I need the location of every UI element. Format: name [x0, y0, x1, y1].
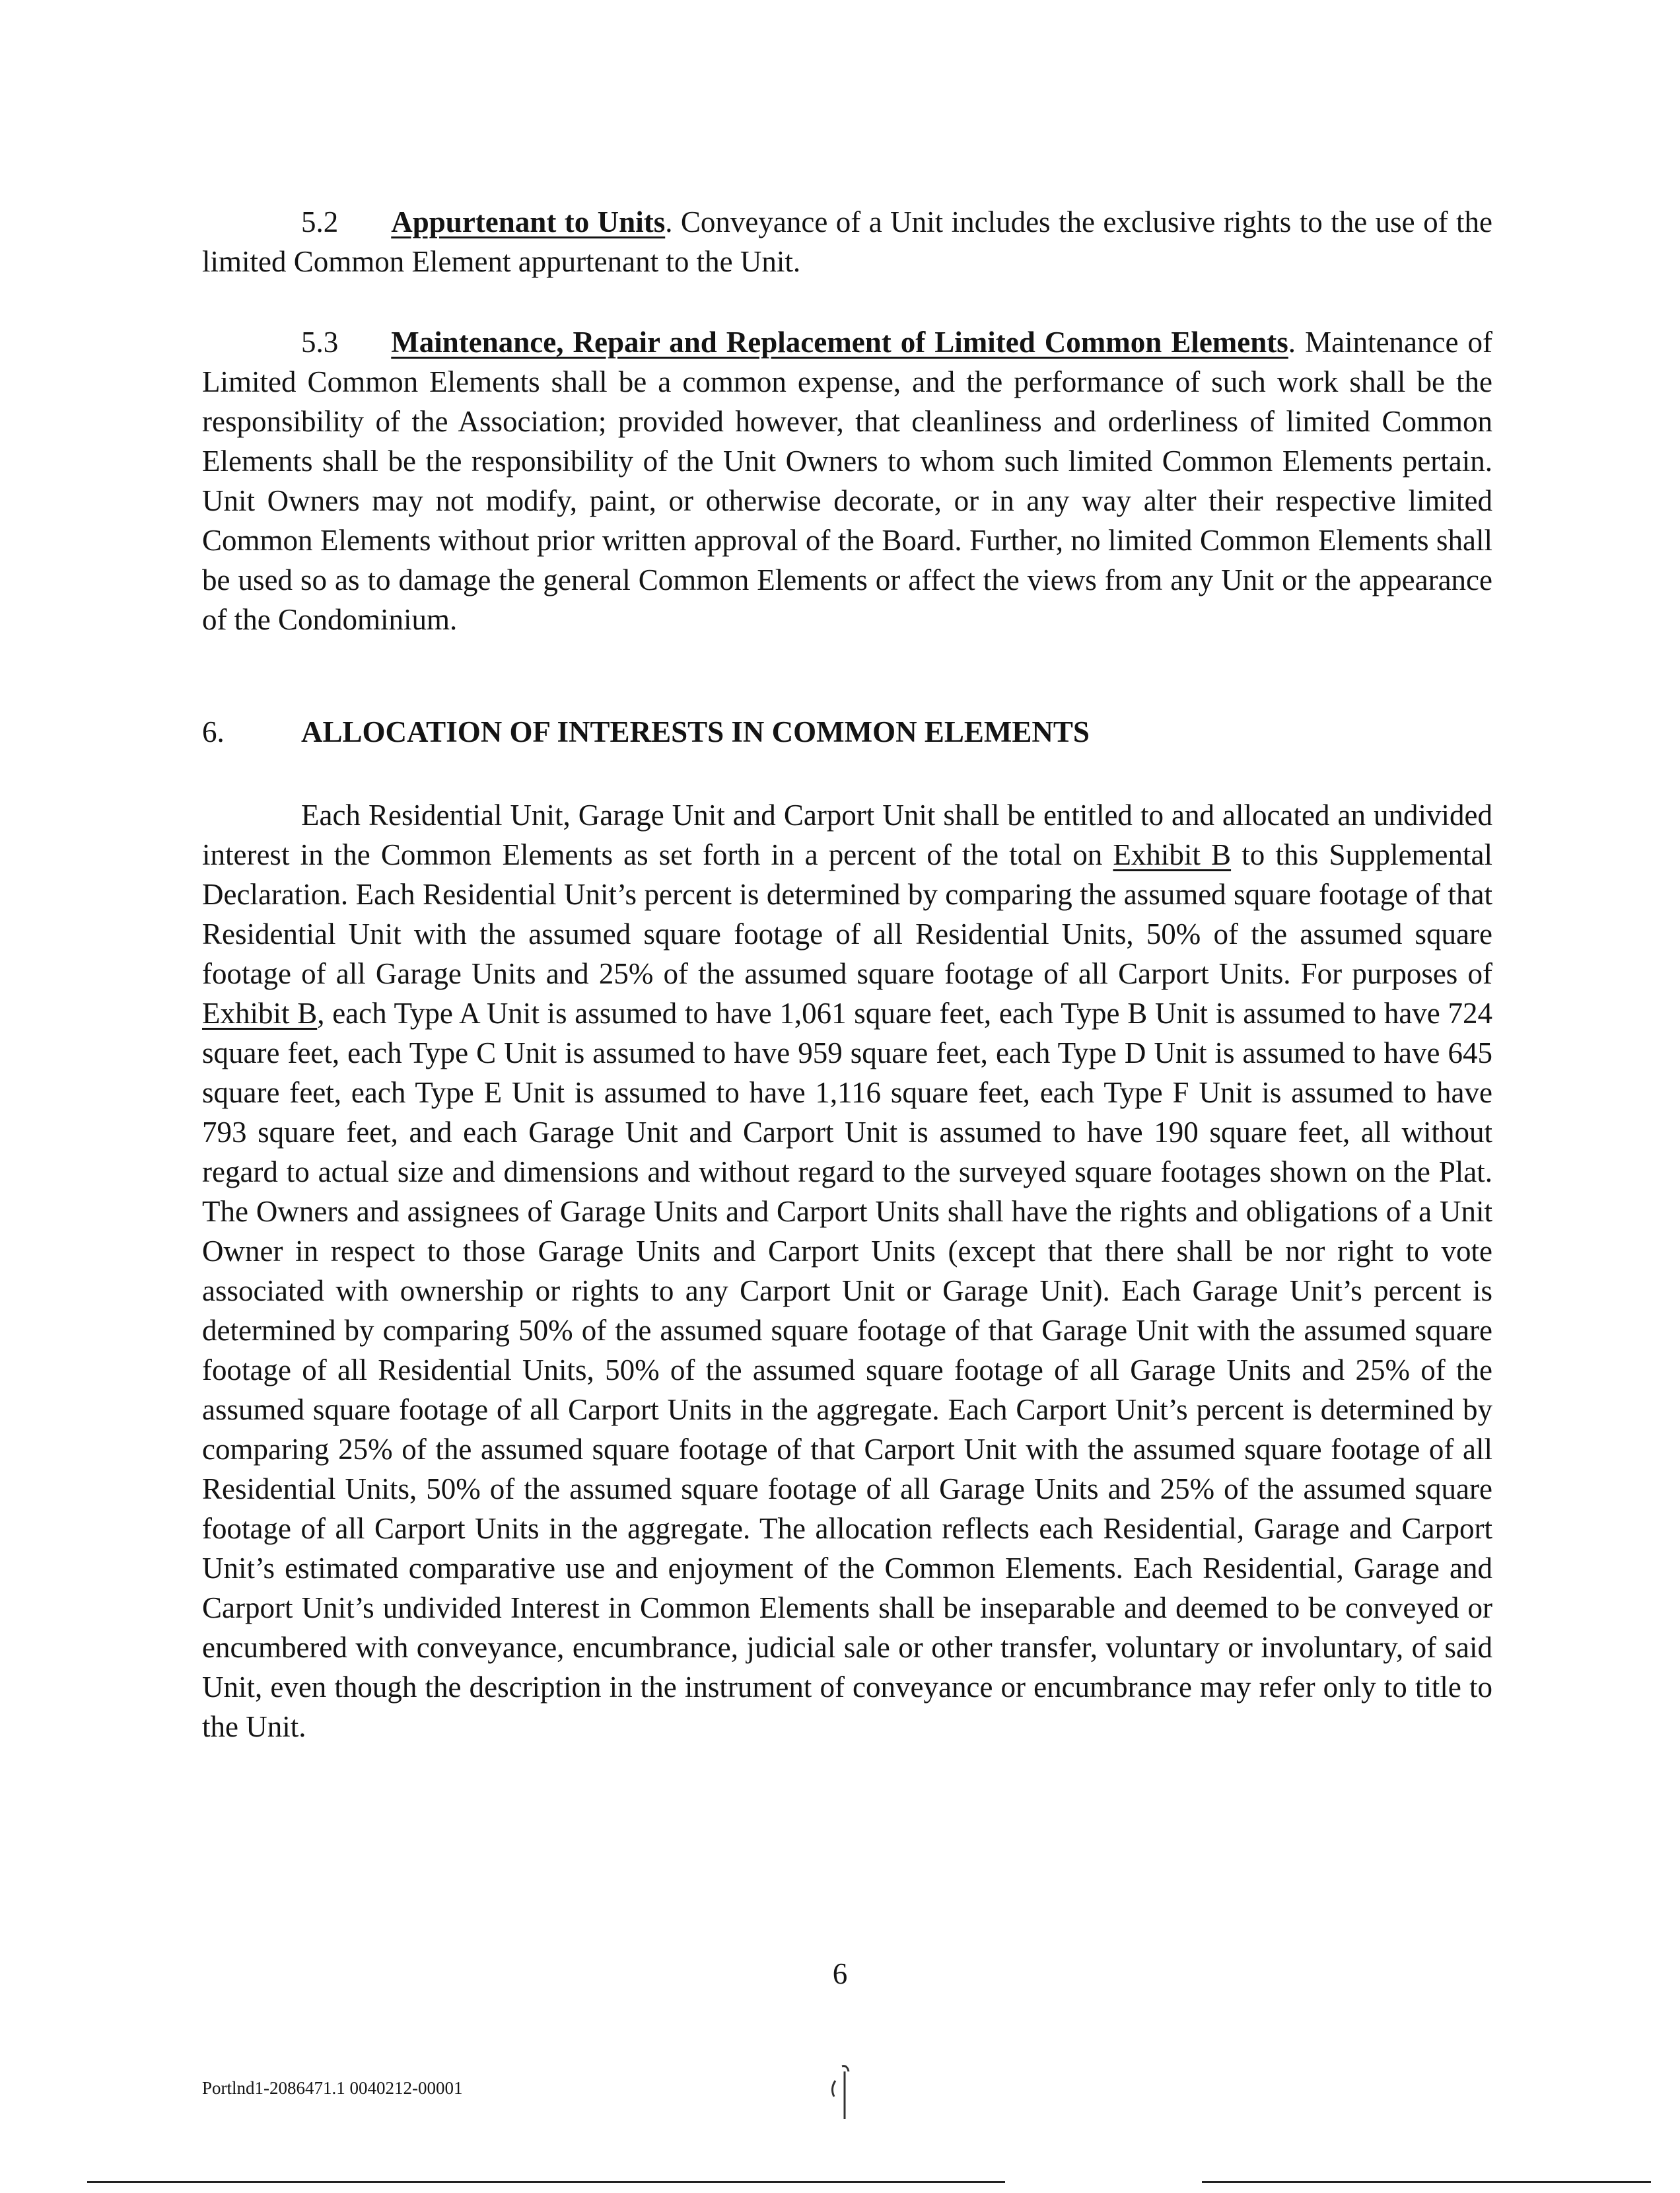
document-id: Portlnd1-2086471.1 0040212-00001: [202, 2078, 463, 2098]
section-6-text-part-2: to this Supplemental Declaration. Each Residential Unit’s percent is determined by comparing the assumed square footage of that Residential Unit with the assumed square footage of all Residential Units, 50% of the assumed square footage of all Garage Units and 25% of the assumed square footage of all Carport Units. For purposes of: [202, 838, 1492, 990]
section-5-2-body: . Conveyance of a Unit includes the exclusive rights to the use of the limited Common Element appurtenant to the Unit.: [202, 205, 1493, 278]
section-5-2: [202, 202, 1492, 281]
section-5-2-heading: Appurtenant to Units: [391, 205, 666, 238]
bottom-rule-right: [1202, 2181, 1651, 2183]
exhibit-b-reference-1: Exhibit B: [1113, 838, 1232, 871]
section-6-text-part-3: , each Type A Unit is assumed to have 1,061 square feet, each Type B Unit is assumed to have 724 square feet, each Type C Unit is assumed to have 959 square feet, each Type D Unit is assumed to have 645 square feet, each Type E Unit is assumed to have 1,116 square feet, each Type F Unit is assumed to have 793 square feet, and each Garage Unit and Carport Unit is assumed to have 190 square feet, all without regard to actual size and dimensions and without regard to the surveyed square footages shown on the Plat. The Owners and assignees of Garage Units and Carport Units shall have the rights and obligations of a Unit Owner in respect to those Garage Units and Carport Units (except that there shall be nor right to vote associated with ownership or rights to any Carport Unit or Garage Unit). Each Garage Unit’s percent is determined by comparing 50% of the assumed square footage of that Garage Unit with the assumed square footage of all Residential Units, 50% of the assumed square footage of all Garage Units and 25% of the assumed square footage of all Carport Units in the aggregate. Each Carport Unit’s percent is determined by comparing 25% of the assumed square footage of that Carport Unit with the assumed square footage of all Residential Units, 50% of the assumed square footage of all Garage Units and 25% of the assumed square footage of all Carport Units in the aggregate. The allocation reflects each Residential, Garage and Carport Unit’s estimated comparative use and enjoyment of the Common Elements. Each Residential, Garage and Carport Unit’s undivided Interest in Common Elements shall be inseparable and deemed to be conveyed or encumbered with conveyance, encumbrance, judicial sale or other transfer, voluntary or involuntary, of said Unit, even though the description in the instrument of conveyance or encumbrance may refer only to title to the Unit.: [202, 997, 1492, 1743]
section-5-2-number: 5.2: [301, 205, 339, 238]
page-number: 6: [832, 1957, 848, 1990]
section-5-3-number: 5.3: [301, 326, 339, 359]
section-6-title: ALLOCATION OF INTERESTS IN COMMON ELEMENTS: [301, 715, 1090, 748]
bottom-rule-left: [87, 2181, 1005, 2183]
exhibit-b-reference-2: Exhibit B: [202, 997, 318, 1030]
section-6-heading: [202, 712, 1090, 752]
handwritten-mark-icon: [829, 2062, 855, 2122]
section-5-3-heading: Maintenance, Repair and Replacement of Limited Common Elements: [391, 326, 1288, 359]
section-6-text-part-1: Each Residential Unit, Garage Unit and Carport Unit shall be entitled to and allocated an undivided interest in the Common Elements as set forth in a percent of the total on: [202, 799, 1492, 871]
section-6-paragraph: [202, 795, 1492, 1746]
section-5-3-body: . Maintenance of Limited Common Elements shall be a common expense, and the performance of such work shall be the responsibility of the Association; provided however, that cleanliness and orderliness of limited Common Elements shall be the responsibility of the Unit Owners to whom such limited Common Elements pertain. Unit Owners may not modify, paint, or otherwise decorate, or in any way alter their respective limited Common Elements without prior written approval of the Board. Further, no limited Common Elements shall be used so as to damage the general Common Elements or affect the views from any Unit or the appearance of the Condominium.: [202, 326, 1492, 636]
section-5-3: [202, 322, 1492, 639]
section-6-number: 6.: [202, 715, 225, 748]
